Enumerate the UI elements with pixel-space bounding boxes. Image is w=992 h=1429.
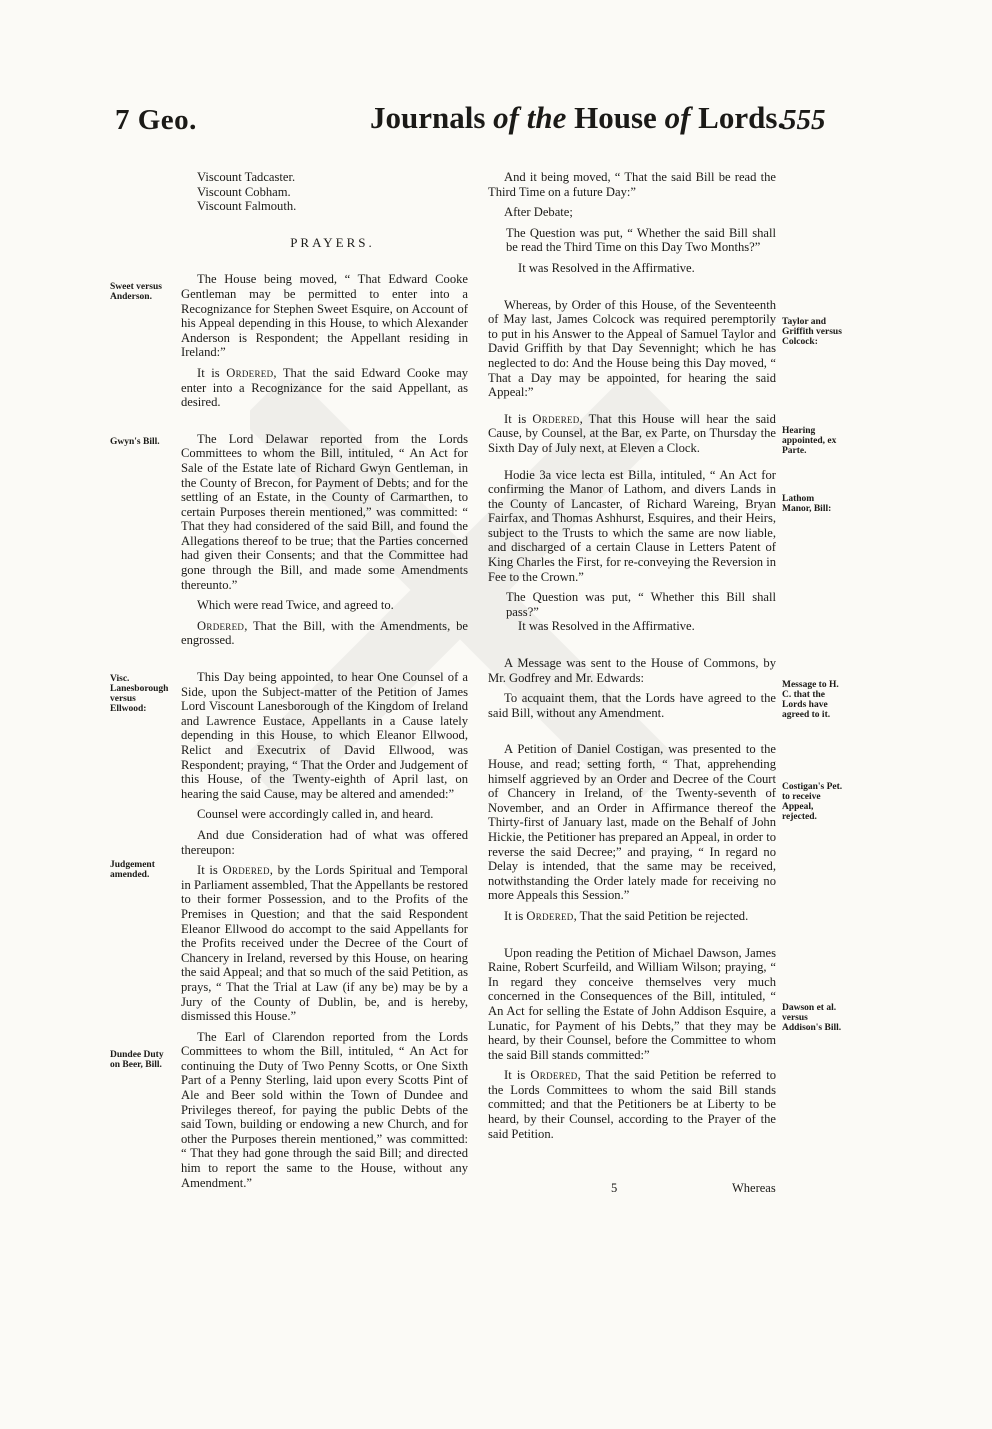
- margin-note-message: Message to H. C. that the Lords have agreed to it.: [782, 680, 839, 720]
- paragraph: Ordered, That the Bill, with the Amendments, be engrossed.: [181, 618, 468, 648]
- paragraph: It was Resolved in the Affirmative.: [518, 619, 695, 634]
- paragraph: To acquaint them, that the Lords have agreed to the said Bill, without any Amendment.: [488, 691, 776, 720]
- paragraph: The Lord Delawar reported from the Lords Committees to whom the Bill, intituled, “ An Act for Sale of the Estate late of Richard Gwyn Gentleman, in the County of Brecon, for Payment of Debts; and for the settling of an Estate, in the County of Carmarthen, to certain Purposes therein mentioned,” was committed: “ That they had considered of the said Bill, and found the Allegations thereof to be true; that the Parties concerned had given their Consents; and that the Committee had gone through the Bill, and made some Amendments thereunto.”: [181, 431, 468, 592]
- paragraph: It is Ordered, That the said Petition be referred to the Lords Committees to whom the said Bill stands committed; and that the Petitioners be at Liberty to be heard, by their Counsel, according to the Prayer of the said Petition.: [488, 1068, 777, 1141]
- paragraph: The House being moved, “ That Edward Cooke Gentleman may be permitted to enter into a Recognizance for Stephen Sweet Esquire, on Account of his Appeal depending in this House, to which Alexander Anderson is Respondent; the Appellant residing in Ireland:”: [181, 272, 468, 360]
- margin-note-lanesborough: Visc. Lanesborough versus Ellwood:: [110, 674, 169, 714]
- paragraph: A Message was sent to the House of Commons, by Mr. Godfrey and Mr. Edwards:: [488, 656, 776, 685]
- left-column: [181, 170, 468, 1190]
- paragraph: And due Consideration had of what was offered thereupon:: [181, 827, 468, 857]
- title-word: Journals: [370, 100, 486, 135]
- paragraph: It is Ordered, That the said Edward Cooke may enter into a Recognizance for the said Appellant, as desired.: [181, 365, 469, 410]
- page-title: [370, 100, 785, 136]
- margin-note-judgement: Judgement amended.: [110, 860, 155, 880]
- paragraph: After Debate;: [504, 205, 573, 220]
- paragraph: Which were read Twice, and agreed to.: [197, 598, 394, 613]
- running-header: [0, 98, 992, 148]
- paragraph: Counsel were accordingly called in, and heard.: [197, 807, 434, 822]
- title-word: the: [526, 100, 567, 135]
- paragraph: Upon reading the Petition of Michael Dawson, James Raine, Robert Scurfeild, and William Wilson; praying, “ In regard they conceive themselves very much concerned in the Consequences of the Bill, intituled, “ An Act for selling the Estate of John Addison Esquire, a Lunatic, for Payment of his Debts,” that they may be heard, by their Counsel, before the Committee to whom the said Bill stands committed:”: [488, 945, 776, 1062]
- paragraph: This Day being appointed, to hear One Counsel of a Side, upon the Subject-matter of the Petition of James Lord Viscount Lanesborough of the Kingdom of Ireland and Lawrence Eustace, Appellants in a Cause lately depending in this House, to which Eleanor Ellwood, Relict and Executrix of David Ellwood, was Respondent; praying, “ That the Order and Judgement of this House, of the Twenty-eighth of April last, on hearing the said Cause, may be altered and amended:”: [181, 670, 468, 801]
- paragraph: And it being moved, “ That the said Bill be read the Third Time on a future Day:”: [488, 170, 776, 199]
- title-word: of: [493, 100, 519, 135]
- right-column: [488, 170, 776, 1141]
- signature-mark: 5: [611, 1181, 618, 1195]
- paragraph: The Question was put, “ Whether the said Bill shall be read the Third Time on this Day Two Months?”: [506, 225, 776, 255]
- margin-note-costigan: Costigan's Pet. to receive Appeal, rejected.: [782, 782, 843, 822]
- paragraph: Hodie 3a vice lecta est Billa, intituled, “ An Act for confirming the Manor of Lathom, and divers Lands in the County of Lancaster, of Richard Wareing, Bryan Fairfax, and Thomas Ashhurst, Esquires, and their Heirs, subject to the Trusts to which the same are now liable, and discharged of a certain Clause in Letters Patent of King Charles the First, for re-conveying the Reversion in Fee to the Crown.”: [488, 467, 776, 584]
- page-number: 555: [782, 104, 826, 136]
- section-heading-prayers: PRAYERS.: [290, 234, 375, 250]
- title-word: House: [574, 100, 657, 135]
- signatory: Viscount Tadcaster.: [197, 170, 296, 184]
- margin-note-sweet: Sweet versus Anderson.: [110, 282, 162, 302]
- title-word: of: [664, 100, 691, 135]
- signatory: Viscount Cobham.: [197, 184, 291, 199]
- paragraph: It is Ordered, by the Lords Spiritual and Temporal in Parliament assembled, That the Appellants be restored to their former Possession, and to the Profits of the Premises in Question; and that the said Respondent Eleanor Ellwood do accompt to the said Appellants for the Profits received under the Decree of the Court of Chancery in Ireland, reversed by this House, on hearing the said Appeal; and that so much of the said Petition, as prays, “ That the Trial at Law (if any be) may be by a Jury of the County of Dublin, be, and is hereby, dismissed this House.”: [181, 863, 469, 1024]
- signatory: Viscount Falmouth.: [197, 199, 297, 214]
- margin-note-lathom: Lathom Manor, Bill:: [782, 494, 832, 514]
- margin-note-hearing: Hearing appointed, ex Parte.: [782, 426, 837, 456]
- paragraph: The Earl of Clarendon reported from the Lords Committees to whom the Bill, intituled, “ An Act for continuing the Duty of Two Penny Scotts, or One Sixth Part of a Penny Sterling, laid upon every Scotts Pint of Ale and Beer sold within the Town of Dundee and Privileges thereof, for paying the public Debts of the said Town, building or endowing a new Church, and for other the Purposes therein mentioned,” was committed: “ That they had gone through the said Bill; and directed him to report the same to the House, without any Amendment.”: [181, 1029, 468, 1190]
- margin-note-dundee: Dundee Duty on Beer, Bill.: [110, 1050, 164, 1070]
- paragraph: A Petition of Daniel Costigan, was presented to the House, and read; setting forth, “ That, apprehending himself aggrieved by an Order and Decree of the Court of Chancery in Ireland, of the Twenty-seventh of November, and an Order in Affirmance thereof the Thirty-first of January last, made on the Behalf of John Hickie, the Petitioner has prepared an Appeal, in order to reverse the said Decree;” and praying, “ In regard no Delay is intended, that the same may be received, notwithstanding the Order lately made for receiving no more Appeals this Session.”: [488, 742, 776, 903]
- catchword: Whereas: [732, 1181, 776, 1195]
- margin-note-gwyn: Gwyn's Bill.: [110, 437, 160, 447]
- paragraph: The Question was put, “ Whether this Bill shall pass?”: [506, 590, 776, 619]
- regnal-year: 7 Geo.: [115, 104, 197, 136]
- margin-note-taylor: Taylor and Griffith versus Colcock:: [782, 317, 842, 347]
- margin-note-dawson: Dawson et al. versus Addison's Bill.: [782, 1003, 842, 1033]
- paragraph: It was Resolved in the Affirmative.: [518, 260, 695, 275]
- paragraph: Whereas, by Order of this House, of the Seventeenth of May last, James Colcock was required peremptorily to put in his Answer to the Appeal of Samuel Taylor and David Griffith by that Day Sevennight; which he has neglected to do: And the House being this Day moved, “ That a Day may be appointed, for hearing the said Appeal:”: [488, 297, 776, 400]
- paragraph: It is Ordered, That the said Petition be rejected.: [504, 908, 749, 923]
- title-word: Lords.: [698, 100, 786, 135]
- paragraph: It is Ordered, That this House will hear the said Cause, by Counsel, at the Bar, ex Parte, on Thursday the Sixth Day of July next, at Eleven a Clock.: [488, 411, 776, 455]
